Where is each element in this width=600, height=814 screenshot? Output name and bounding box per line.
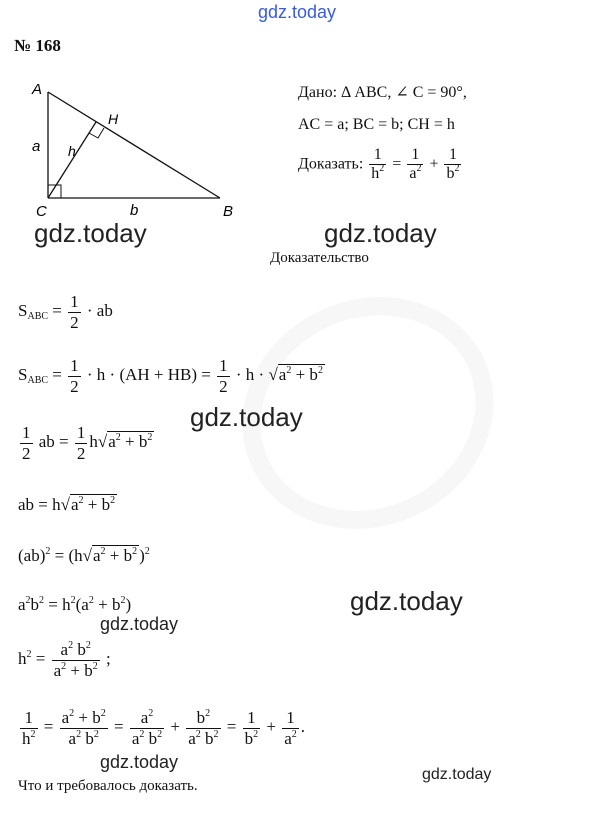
triangle-figure [20,78,250,223]
equation-final: $\frac{1}{h^2}$ = $\frac{a^2 + b^2}{a^2 b^2}$ = $\frac{a^2}{a^2 b^2}$ + $\frac{b^2}{a^2 b^2}$ = $\frac{1}{b^2}$ + $\frac{1}{a^2}$ . [22,708,305,748]
watermark-small-2: gdz.today [100,752,179,772]
equation-expanded: $a^2b^2 = h^2(a^2 + b^2)$ [18,595,132,614]
vertex-a-label: A [32,81,43,98]
proof-title: Доказательство [270,250,369,266]
given-line-2: AC = a; BC = b; CH = h [298,116,455,133]
equation-area-2: $S_{ABC}$ = $\frac{1}{2}$ · h · (AH + HB) = $\frac{1}{2}$ · $h \cdot √a^2 + b^2$ [18,356,323,396]
equation-squared: $(ab)^2 = (h√a^2 + b^2$ )$^2$ [18,546,150,565]
equation-h-squared: $h^2$ = $\frac{a^2 b^2}{a^2 + b^2}$ ; [18,640,111,680]
vertex-c-label: C [36,203,47,220]
watermark-top: gdz.today [258,2,337,22]
side-b-label: b [130,202,139,219]
side-a-label: a [32,138,41,155]
watermark-left: gdz.today [34,218,147,248]
equation-ab: ab = $h√a^2 + b^2$ [18,495,116,514]
watermark-small-1: gdz.today [100,614,179,634]
proof-conclusion: Что и требовалось доказать. [18,778,198,794]
watermark-right: gdz.today [324,218,437,248]
given-line-1: Дано: Δ ABC, ∠ C = 90°, [298,84,467,101]
height-h-label: h [68,143,76,159]
watermark-small-3: gdz.today [422,766,492,783]
prove-statement: Доказать: $\frac{1}{h^2}$ = $\frac{1}{a^2}$ + $\frac{1}{b^2}$ [298,146,460,183]
watermark-right-lower: gdz.today [350,586,463,616]
prove-label: Доказать: [298,155,364,173]
vertex-h-label: H [108,111,119,127]
watermark-middle: gdz.today [190,402,303,432]
vertex-b-label: B [223,203,234,220]
task-number: № 168 [14,36,61,55]
equation-area-1: $S_{ABC}$ = $\frac{1}{2}$ · ab [18,292,113,332]
equation-half-ab: $\frac{1}{2}$ ab = $\frac{1}{2}$ $h√a^2 + b^2$ [22,423,153,463]
